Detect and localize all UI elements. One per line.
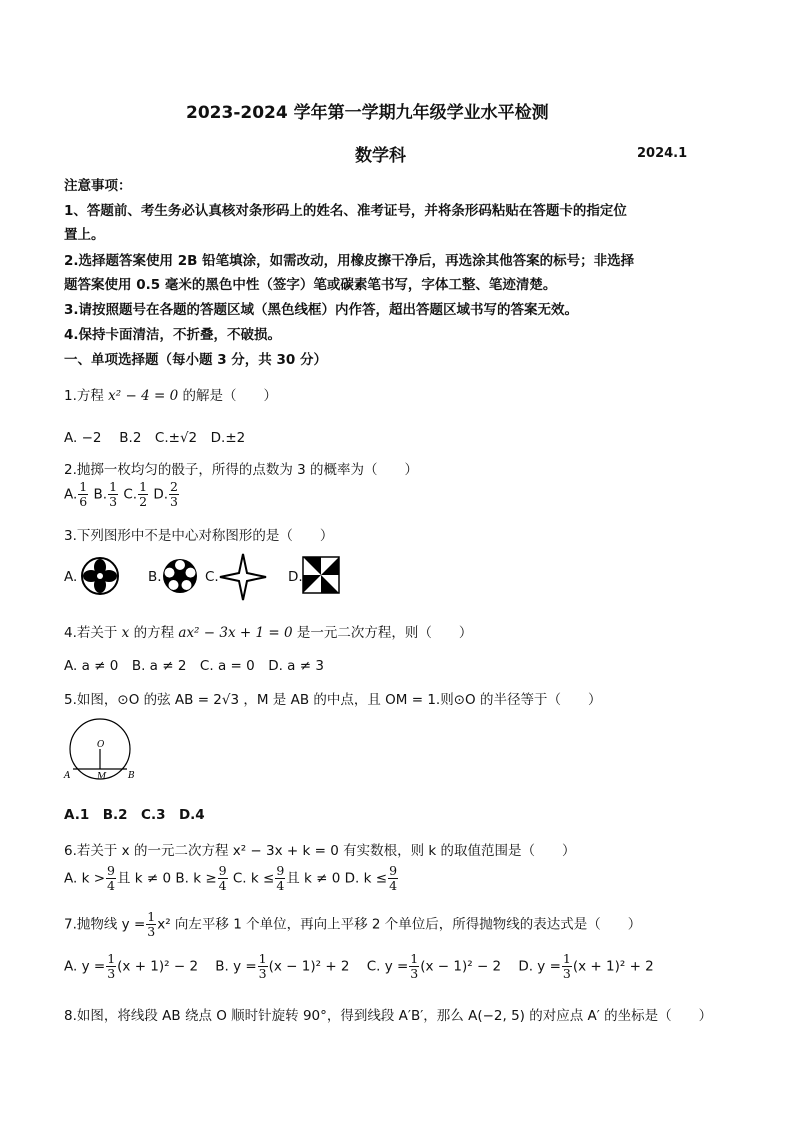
- fraction: $\frac{1}{3}$: [258, 951, 267, 981]
- circle-chord-figure: [60, 715, 146, 783]
- question-2-stem: 2.抛掷一枚均匀的骰子，所得的点数为 3 的概率为（ ）: [64, 462, 419, 478]
- fraction: $\frac{9}{4}$: [389, 863, 398, 893]
- fraction: $\frac{2}{3}$: [170, 479, 178, 509]
- option-label: D.: [288, 569, 303, 585]
- question-6-stem: 6.若关于 x 的一元二次方程 x² − 3x + k = 0 有实数根，则 k 的取值范围是（ ）: [64, 843, 576, 859]
- pentagon-flower-icon: [160, 556, 200, 596]
- question-1-options: A. −2 B.2 C.±√2 D.±2: [64, 430, 246, 446]
- question-6-options: A. k > $\frac{9}{4}$ 且 k ≠ 0 B. k ≥ $\frac{9}{4}$ C. k ≤ $\frac{9}{4}$ 且 k ≠ 0 D. k ≤ $\frac{9}{4}$: [64, 863, 398, 893]
- four-petal-circle-icon: [80, 556, 120, 596]
- option-label: C.: [205, 569, 219, 585]
- notice-line: 题答案使用 0.5 毫米的黑色中性（签字）笔或碳素笔书写，字体工整、笔迹清楚。: [64, 277, 557, 293]
- question-5-stem: 5.如图，⊙O 的弦 AB = 2√3 ，M 是 AB 的中点，且 OM = 1.则⊙O 的半径等于（ ）: [64, 692, 602, 708]
- option-label: B.: [148, 569, 162, 585]
- question-1-stem: 1.方程 x² − 4 = 0 的解是（ ）: [64, 388, 277, 404]
- question-2-options: A. $\frac{1}{6}$ B. $\frac{1}{3}$ C. $\frac{1}{2}$ D. $\frac{2}{3}$: [64, 479, 178, 509]
- question-7-stem: 7.抛物线 y = $\frac{1}{3}$ x² 向左平移 1 个单位，再向上平移 2 个单位后，所得抛物线的表达式是（ ）: [64, 909, 642, 939]
- equation: x² − 4 = 0: [108, 388, 179, 404]
- notice-line: 3.请按照题号在各题的答题区域（黑色线框）内作答，超出答题区域书写的答案无效。: [64, 302, 579, 318]
- equation: ax² − 3x + 1 = 0: [178, 625, 293, 641]
- subject-title: 数学科: [355, 146, 406, 166]
- label-b: B: [128, 771, 135, 781]
- fraction: $\frac{1}{6}$: [79, 479, 88, 509]
- fraction: $\frac{1}{3}$: [410, 951, 419, 981]
- question-5-options: A.1 B.2 C.3 D.4: [64, 807, 205, 823]
- fraction: $\frac{9}{4}$: [107, 863, 115, 893]
- fraction: $\frac{1}{3}$: [147, 909, 156, 939]
- exam-date: 2024.1: [637, 146, 688, 161]
- pinwheel-icon: [302, 556, 340, 594]
- label-m: M: [97, 772, 107, 782]
- option-label: A.: [64, 569, 78, 585]
- fraction: $\frac{9}{4}$: [218, 863, 227, 893]
- section-heading: 一、单项选择题（每小题 3 分，共 30 分）: [64, 352, 327, 368]
- question-7-options: A. y = $\frac{1}{3}$ (x + 1)² − 2 B. y = $\frac{1}{3}$ (x − 1)² + 2 C. y = $\frac{1}{3}$ (x − 1)² − 2 D. y = $\frac{1}{3}$ (x + 1)² + 2: [64, 951, 654, 981]
- question-8-stem: 8.如图，将线段 AB 绕点 O 顺时针旋转 90°，得到线段 A′B′，那么 A(−2, 5) 的对应点 A′ 的坐标是（ ）: [64, 1008, 713, 1024]
- notice-line: 置上。: [64, 227, 105, 243]
- fraction: $\frac{9}{4}$: [276, 863, 285, 893]
- label-a: A: [64, 771, 71, 781]
- question-4-stem: 4.若关于 x 的方程 ax² − 3x + 1 = 0 是一元二次方程，则（ ）: [64, 625, 473, 641]
- label-o: O: [97, 740, 105, 750]
- question-4-options: A. a ≠ 0 B. a ≠ 2 C. a = 0 D. a ≠ 3: [64, 658, 324, 674]
- notice-heading: 注意事项：: [64, 178, 132, 194]
- notice-line: 1、答题前、考生务必认真核对条形码上的姓名、准考证号，并将条形码粘贴在答题卡的指定位: [64, 203, 627, 219]
- fraction: $\frac{1}{3}$: [109, 479, 118, 509]
- fraction: $\frac{1}{3}$: [562, 951, 571, 981]
- notice-line: 4.保持卡面清洁，不折叠，不破损。: [64, 327, 282, 343]
- question-3-stem: 3.下列图形中不是中心对称图形的是（ ）: [64, 528, 334, 544]
- four-point-star-icon: [218, 552, 268, 602]
- notice-line: 2.选择题答案使用 2B 铅笔填涂，如需改动，用橡皮擦干净后，再选涂其他答案的标号；非选择: [64, 253, 635, 269]
- fraction: $\frac{1}{3}$: [107, 951, 116, 981]
- exam-title: 2023-2024 学年第一学期九年级学业水平检测: [186, 103, 549, 123]
- fraction: $\frac{1}{2}$: [139, 479, 148, 509]
